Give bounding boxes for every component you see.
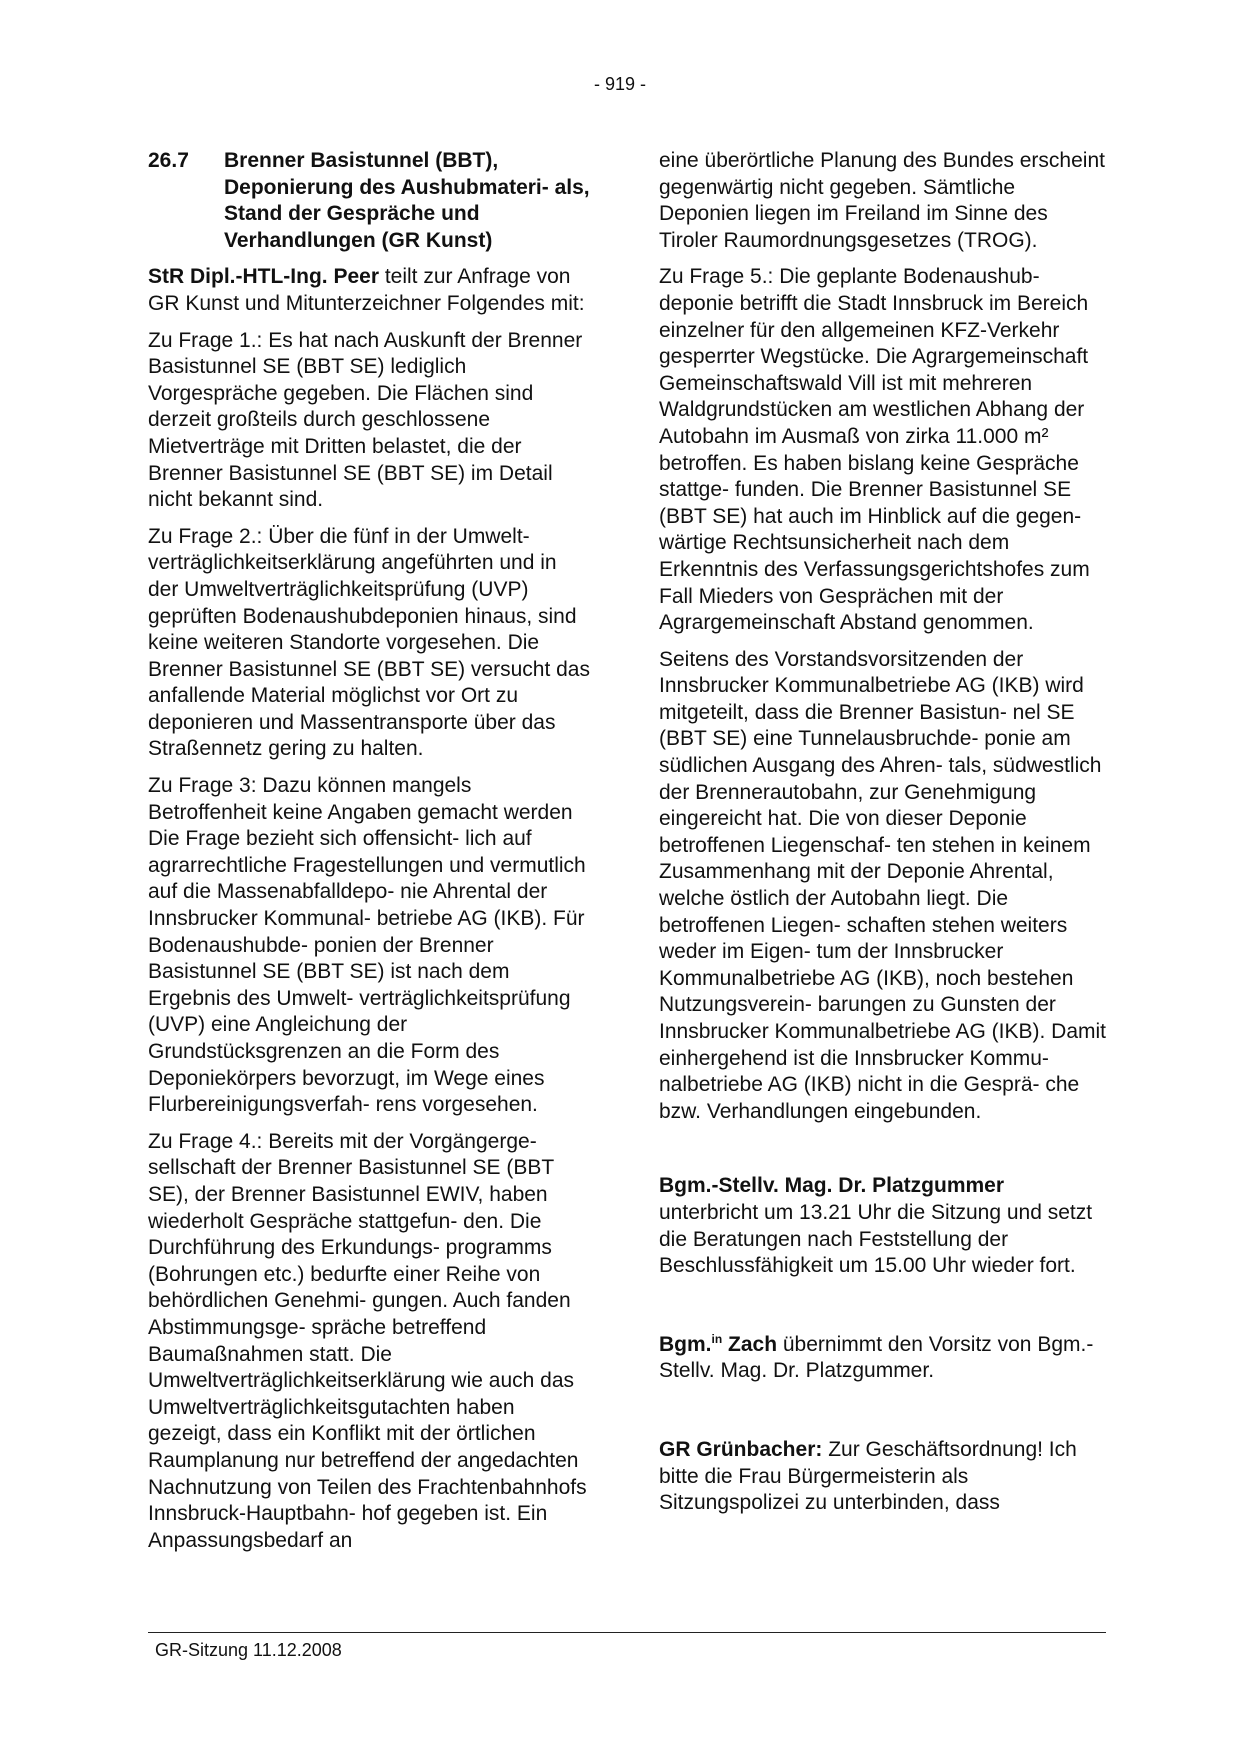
platzgummer-text: unterbricht um 13.21 Uhr die Sitzung und setzt die Beratungen nach Feststellung der Beschlussfähigkeit um 15.00 Uhr wieder fort. [659, 1200, 1093, 1278]
gruenbacher-text: Zur Geschäftsordnung! Ich bitte die Frau Bürgermeisterin als Sitzungspolizei zu unterbinden, dass [659, 1437, 1077, 1515]
answer-frage-3: Zu Frage 3: Dazu können mangels Betroffenheit keine Angaben gemacht werden Die Frage bezieht sich offensicht- lich auf agrarrechtliche Fragestellungen und vermutlich auf die Massenabfalldepo- nie Ahrental der Innsbrucker Kommunal- betriebe AG (IKB). Für Bodenaushubde- ponien der Brenner Basistunnel SE (BBT SE) ist nach dem Ergebnis des Umwelt- verträglichkeitsprüfung (UVP) eine Angleichung der Grundstücksgrenzen an die Form des Deponiekörpers bevorzugt, im Wege eines Flurbereinigungsverfah- rens vorgesehen. [148, 774, 586, 1117]
platzgummer-paragraph [659, 1173, 1106, 1279]
footer-divider [148, 1632, 1106, 1633]
zach-paragraph [659, 1332, 1106, 1385]
answer-frage-4: Zu Frage 4.: Bereits mit der Vorgängerge- sellschaft der Brenner Basistunnel SE (BBT SE), der Brenner Basistunnel EWIV, haben wiederholt Gespräche stattgefun- den. Die Durchführung des Erkundungs- programms (Bohrungen etc.) bedurfte einer Reihe von behördlichen Genehmi- gungen. Auch fanden Abstimmungsge- spräche betreffend Baumaßnahmen statt. Die Umweltverträglichkeitserklärung wie auch das Umweltverträglichkeitsgutachten haben gezeigt, dass ein Konflikt mit der örtlichen Raumplanung nur betreffend der angedachten Nachnutzung von Teilen des Frachtenbahnhofs Innsbruck-Hauptbahn- hof gegeben ist. Ein Anpassungsbedarf an [148, 1129, 587, 1552]
agenda-item-title: Brenner Basistunnel (BBT), Deponierung des Aushubmateri- als, Stand der Gespräche und Verhandlungen (GR Kunst) [224, 149, 590, 252]
agenda-heading [148, 148, 590, 254]
answer-frage-2: Zu Frage 2.: Über die fünf in der Umwelt- verträglichkeitserklärung angeführten und in der Umweltverträglichkeitsprüfung (UVP) geprüften Bodenaushubdeponien hinaus, sind keine weiteren Standorte vorgesehen. Die Brenner Basistunnel SE (BBT SE) versucht das anfallende Material möglichst vor Ort zu deponieren und Massentransporte über das Straßennetz gering zu halten. [148, 524, 590, 761]
speaker-name: GR Grünbacher: [659, 1437, 823, 1461]
ikb-statement: Seitens des Vorstandsvorsitzenden der Innsbrucker Kommunalbetriebe AG (IKB) wird mitgeteilt, dass die Brenner Basistun- nel SE (BBT SE) eine Tunnelausbruchde- ponie am südlichen Ausgang des Ahren- tals, südwestlich der Brennerautobahn, zur Genehmigung eingereicht hat. Die von dieser Deponie betroffenen Liegenschaf- ten stehen in keinem Zusammenhang mit der Deponie Ahrental, welche östlich der Autobahn liegt. Die betroffenen Liegen- schaften stehen weiters weder im Eigen- tum der Innsbrucker Kommunalbetriebe AG (IKB), noch bestehen Nutzungsverein- barungen zu Gunsten der Innsbrucker Kommunalbetriebe AG (IKB). Damit einhergehend ist die Innsbrucker Kommu- nalbetriebe AG (IKB) nicht in die Gesprä- che bzw. Verhandlungen eingebunden. [659, 647, 1107, 1123]
answer-frage-5: Zu Frage 5.: Die geplante Bodenaushub- deponie betrifft die Stadt Innsbruck im Bereich einzelner für den allgemeinen KFZ-Verkehr gesperrter Wegstücke. Die Agrargemeinschaft Gemeinschaftswald Vill ist mit mehreren Waldgrundstücken am westlichen Abhang der Autobahn im Ausmaß von zirka 11.000 m² betroffen. Es haben bislang keine Gespräche stattge- funden. Die Brenner Basistunnel SE (BBT SE) hat auch im Hinblick auf die gegen- wärtige Rechtsunsicherheit nach dem Erkenntnis des Verfassungsgerichtshofes zum Fall Mieders von Gesprächen mit der Agrargemeinschaft Abstand genommen. [659, 265, 1090, 635]
answer-frage-4-continued: eine überörtliche Planung des Bundes erscheint gegenwärtig nicht gegeben. Sämtliche Deponien liegen im Freiland im Sinne des Tiroler Raumordnungsgesetzes (TROG). [659, 149, 1105, 252]
intro-paragraph [148, 264, 590, 317]
speaker-name: Bgm.-Stellv. Mag. Dr. Platzgummer [659, 1174, 1005, 1198]
speaker-name: StR Dipl.-HTL-Ing. Peer [148, 265, 379, 289]
answer-frage-1: Zu Frage 1.: Es hat nach Auskunft der Brenner Basistunnel SE (BBT SE) lediglich Vorgespräche gegeben. Die Flächen sind derzeit großteils durch geschlossene Mietverträge mit Dritten belastet, die der Brenner Basistunnel SE (BBT SE) im Detail nicht bekannt sind. [148, 328, 583, 512]
zach-text: übernimmt den Vorsitz von Bgm.-Stellv. Mag. Dr. Platzgummer. [659, 1332, 1094, 1383]
gruenbacher-paragraph [659, 1437, 1106, 1517]
agenda-item-number: 26.7 [148, 149, 189, 172]
speaker-name: Bgm.$^{in}$ Zach [659, 1331, 778, 1356]
right-column [659, 148, 1106, 1527]
intro-text: teilt zur Anfrage von GR Kunst und Mitunterzeichner Folgendes mit: [148, 265, 585, 315]
left-column [148, 148, 590, 1564]
footer-session-date: GR-Sitzung 11.12.2008 [155, 1640, 342, 1660]
page-number: - 919 - [593, 74, 647, 94]
